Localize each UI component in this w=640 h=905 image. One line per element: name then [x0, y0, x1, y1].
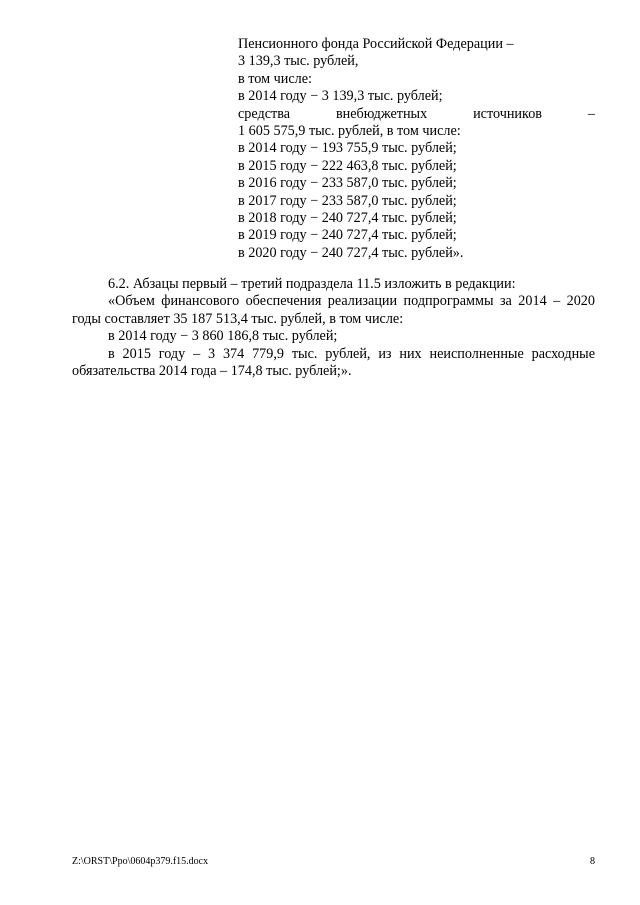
column-line: в 2015 году − 222 463,8 тыс. рублей;: [238, 157, 457, 174]
column-line: в том числе:: [238, 70, 312, 87]
body-paragraph: в 2014 году − 3 860 186,8 тыс. рублей;: [108, 328, 338, 345]
column-line: в 2018 году − 240 727,4 тыс. рублей;: [238, 210, 457, 227]
spread-word: внебюджетных: [335, 105, 428, 122]
column-line: в 2014 году − 3 139,3 тыс. рублей;: [238, 88, 443, 105]
spread-word: –: [587, 105, 595, 122]
column-line: в 2016 году − 233 587,0 тыс. рублей;: [238, 175, 457, 192]
file-path: Z:\ORST\Ppo\0604p379.f15.docx: [72, 856, 209, 867]
column-line: в 2019 году − 240 727,4 тыс. рублей;: [238, 227, 457, 244]
body-paragraph: в 2015 году – 3 374 779,9 тыс. рублей, из них неисполненные расходные обязательства 2014 года – 174,8 тыс. рублей;».: [72, 345, 595, 380]
column-line: Пенсионного фонда Российской Федерации –: [238, 36, 514, 52]
body-paragraph: «Объем финансового обеспечения реализации подпрограммы за 2014 – 2020 годы составляет 35 187 513,4 тыс. рублей, в том числе:: [72, 293, 595, 327]
page-footer: [72, 856, 595, 868]
extrabudgetary-sources-line: [238, 106, 595, 123]
column-line: в 2014 году − 193 755,9 тыс. рублей;: [238, 140, 457, 157]
spread-word: средства: [238, 105, 291, 122]
spread-word: источников: [473, 105, 542, 122]
column-line: 1 605 575,9 тыс. рублей, в том числе:: [238, 123, 461, 140]
column-line: 3 139,3 тыс. рублей,: [238, 53, 359, 70]
section-heading: 6.2. Абзацы первый – третий подраздела 11.5 изложить в редакции:: [108, 276, 516, 292]
amendment-section: [72, 276, 595, 380]
column-line: в 2020 году − 240 727,4 тыс. рублей».: [238, 244, 464, 261]
column-line: в 2017 году − 233 587,0 тыс. рублей;: [238, 192, 457, 209]
page-number: 8: [590, 856, 595, 867]
financing-sources-column: [238, 36, 595, 262]
